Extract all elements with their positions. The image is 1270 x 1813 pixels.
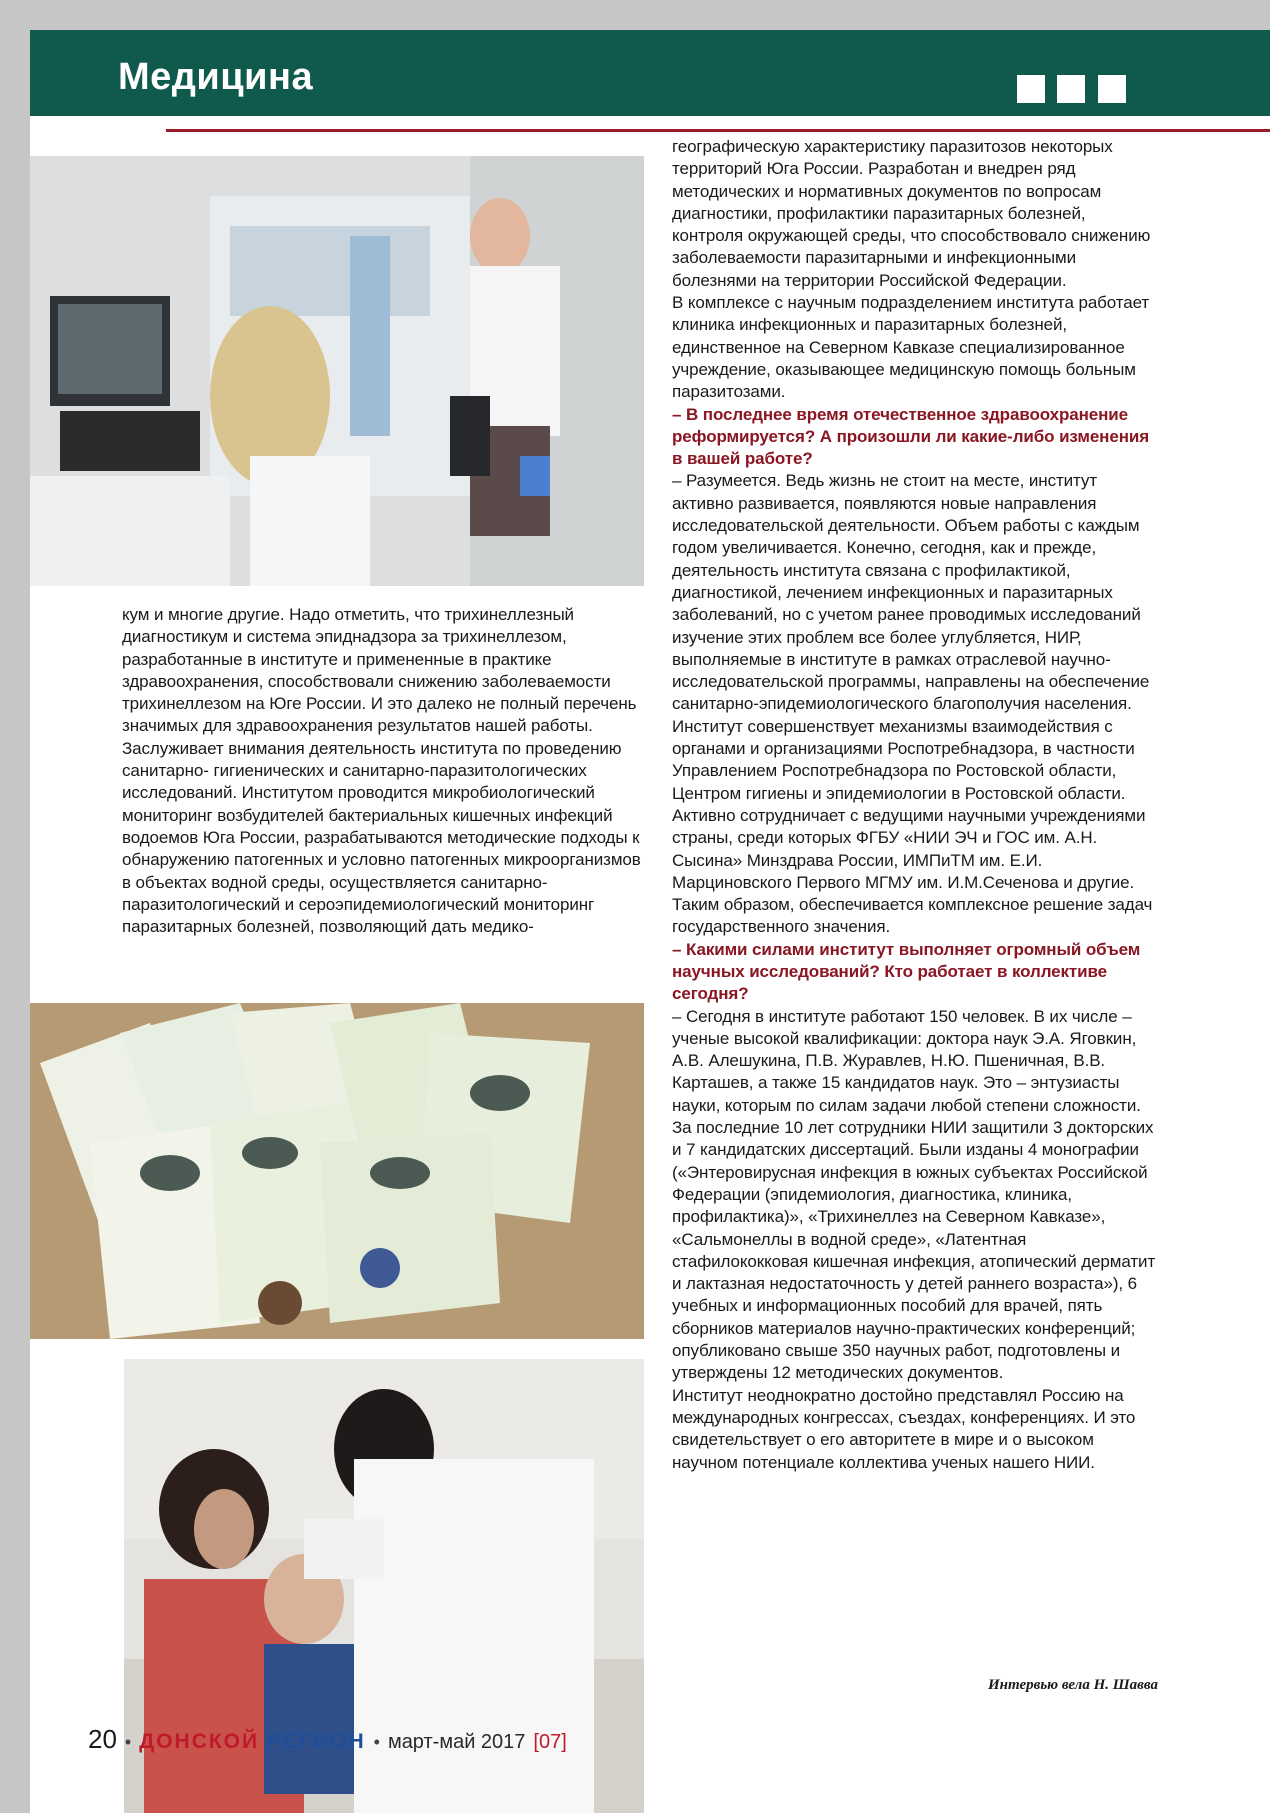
header-square-icon xyxy=(1098,75,1126,103)
page-footer xyxy=(88,1724,567,1754)
header-square-icon xyxy=(1057,75,1085,103)
section-header xyxy=(30,30,1270,116)
paragraph: географическую характеристику паразитозов некоторых территорий Юга России. Разработан и внедрен ряд методических и нормативных документов по вопросам диагностики, профилактики паразитарных болезней, контроля окружающей среды, что способствовало снижению заболеваемости паразитарными и инфекционными болезнями на территории Российской Федерации. xyxy=(672,137,1151,290)
interview-question: – Какими силами институт выполняет огромный объем научных исследований? Кто работает в коллективе сегодня? xyxy=(672,939,1141,1004)
paragraph: кум и многие другие. Надо отметить, что трихинеллезный диагностикум и система эпиднадзора за трихинеллезом, разработанные в институте и примененные в практике здравоохранения, способствовали снижению заболеваемости трихинеллезом на Юге России. И это далеко не полный перечень значимых для здравоохранения результатов нашей работы. xyxy=(122,605,637,736)
section-title: Медицина xyxy=(118,56,314,98)
header-square-icon xyxy=(1017,75,1045,103)
accent-divider xyxy=(166,129,1270,132)
issue-date: март-май 2017 xyxy=(387,1731,526,1753)
brand-name-part2: РЕГИОН xyxy=(267,1730,366,1753)
paragraph: Институт совершенствует механизмы взаимодействия с органами и организациями Роспотребнадзора, в частности Управлением Роспотребнадзора по Ростовской области, Центром гигиены и эпидемиологии в Ростовской области. Активно сотрудничает с ведущими научными учреждениями страны, среди которых ФГБУ «НИИ ЭЧ и ГОС им. А.Н. Сысина» Минздрава России, ИМПиТМ им. Е.И. Марциновского Первого МГМУ им. И.М.Сеченова и другие. Таким образом, обеспечивается комплексное решение задач государственного значения. xyxy=(672,716,1153,937)
lab-photo xyxy=(30,156,644,586)
byline: Интервью вела Н. Шавва xyxy=(988,1677,1158,1693)
interview-question: – В последнее время отечественное здравоохранение реформируется? А произошли ли какие-либо изменения в вашей работе? xyxy=(672,404,1150,469)
paragraph: Институт неоднократно достойно представлял Россию на международных конгрессах, съездах, конференциях. И это свидетельствует о его авторитете в мире и о высоком научном потенциале коллектива ученых нашего НИИ. xyxy=(672,1385,1136,1472)
right-text-column xyxy=(672,136,1158,1474)
brand-name-part1: ДОНСКОЙ xyxy=(139,1730,260,1753)
paragraph: – Сегодня в институте работают 150 человек. В их числе – ученые высокой квалификации: доктора наук Э.А. Яговкин, А.В. Алешукина, П.В. Журавлев, Н.Ю. Пшеничная, В.В. Карташев, а также 15 кандидатов наук. Это – энтузиасты науки, которым по силам задачи любой степени сложности. xyxy=(672,1006,1141,1115)
magazine-page xyxy=(30,30,1270,1813)
separator-dot: • xyxy=(373,1732,380,1752)
paragraph: Заслуживает внимания деятельность института по проведению санитарно- гигиенических и санитарно-паразитологических исследований. Институтом проводится микробиологический мониторинг возбудителей бактериальных кишечных инфекций водоемов Юга России, разрабатываются методические подходы к обнаружению патогенных и условно патогенных микроорганизмов в объектах водной среды, осуществляется санитарно-паразитологический и сероэпидемиологический мониторинг паразитарных болезней, позволяющий дать медико- xyxy=(122,738,641,937)
separator-dot: • xyxy=(124,1732,132,1752)
paragraph: В комплексе с научным подразделением института работает клиника инфекционных и паразитарных болезней, единственное на Северном Кавказе специализированное учреждение, оказывающее медицинскую помощь больным паразитозами. xyxy=(672,293,1150,402)
page-number: 20 xyxy=(88,1724,117,1754)
left-text-column xyxy=(122,604,650,938)
patents-photo xyxy=(30,1003,644,1339)
paragraph: За последние 10 лет сотрудники НИИ защитили 3 докторских и 7 кандидатских диссертаций. Были изданы 4 монографии («Энтеровирусная инфекция в южных субъектах Российской Федерации (эпидемиология, диагностика, клиника, профилактика)», «Трихинеллез на Северном Кавказе», «Сальмонеллы в водной среде», «Латентная стафилококковая кишечная инфекция, атопический дерматит и лактазная недостаточность у детей раннего возраста»), 6 учебных и информационных пособий для врачей, пять сборников материалов научно-практических конференций; опубликовано свыше 350 научных работ, подготовлены и утверждены 12 методических документов. xyxy=(672,1118,1156,1383)
paragraph: – Разумеется. Ведь жизнь не стоит на месте, институт активно развивается, появляются новые направления исследовательской деятельности. Объем работы с каждым годом увеличивается. Конечно, сегодня, как и прежде, деятельность института связана с профилактикой, диагностикой, лечением инфекционных и паразитарных заболеваний, но с учетом ранее проводимых исследований изучение этих проблем все более углубляется, НИР, выполняемые в институте в рамках отраслевой научно-исследовательской программы, направлены на обеспечение санитарно-эпидемиологического благополучия населения. xyxy=(672,471,1150,714)
issue-number: [07] xyxy=(533,1731,567,1753)
